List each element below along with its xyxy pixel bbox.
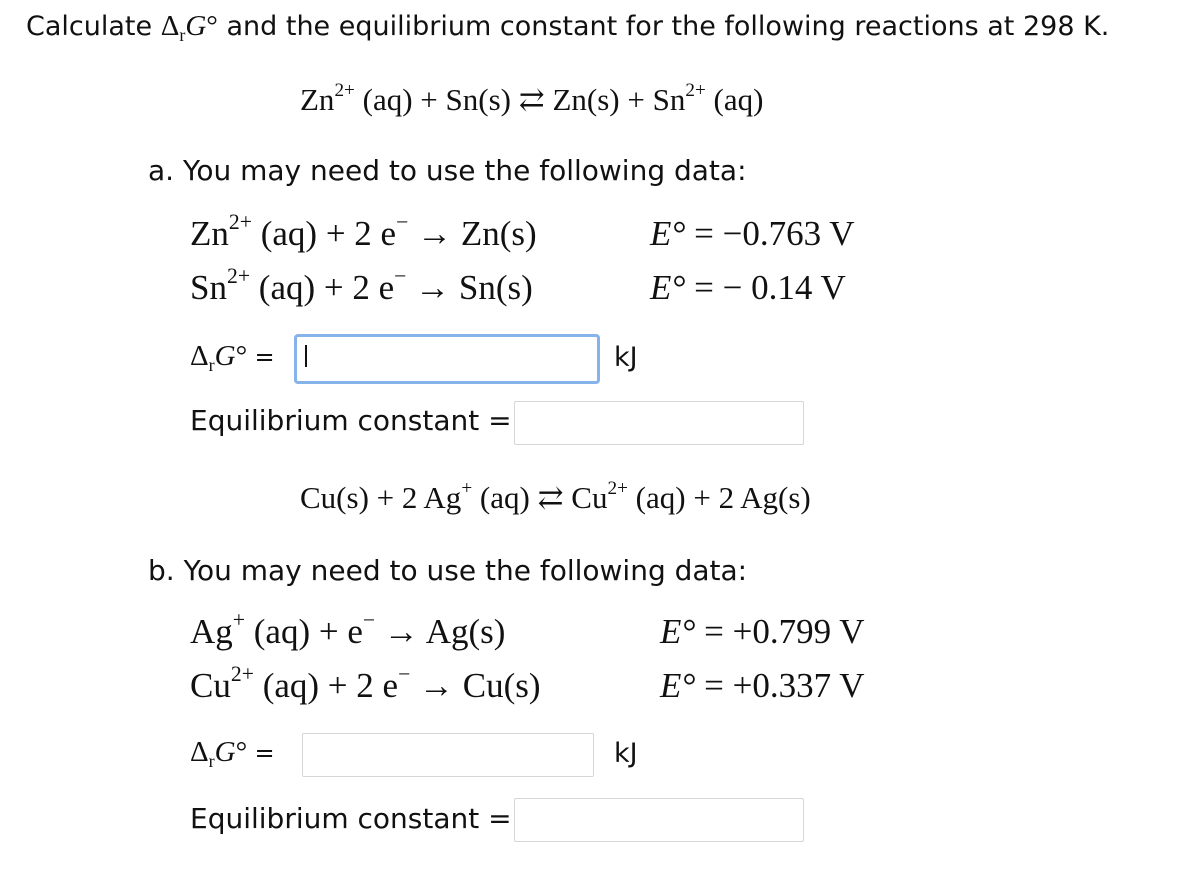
phase: (aq): [635, 480, 686, 515]
k-label-a: Equilibrium constant =: [190, 404, 512, 437]
arrow: →: [415, 268, 451, 307]
product-2: 2 Ag(s): [718, 480, 811, 515]
e-value: = +0.799 V: [704, 612, 865, 651]
reactant-1: Cu(s): [300, 480, 369, 515]
charge: +: [232, 608, 246, 633]
reactant-2: 2 Ag: [401, 480, 462, 515]
electron-charge: −: [362, 608, 376, 633]
phase: (aq): [362, 82, 413, 117]
electron-charge: −: [394, 264, 407, 289]
product: Sn(s): [458, 268, 533, 307]
e-symbol: E°: [660, 612, 696, 651]
half-reaction-b1: [190, 608, 506, 652]
half-reaction-a2: [190, 264, 533, 308]
plus-sign: +: [376, 480, 395, 515]
charge: 2+: [226, 264, 251, 289]
text-caret: [305, 345, 307, 367]
arrow: →: [417, 214, 453, 253]
k-input-a[interactable]: [514, 401, 804, 445]
potential-b2: [660, 666, 865, 706]
product-1: Cu: [571, 480, 608, 515]
product-2: Sn: [652, 82, 686, 117]
charge: 2+: [228, 210, 252, 235]
reactant-2: Sn(s): [445, 82, 511, 117]
charge: 2+: [685, 80, 706, 102]
potential-a1: [650, 214, 855, 254]
e-symbol: E°: [650, 214, 686, 253]
phase: (aq): [479, 480, 530, 515]
charge: 2+: [334, 80, 355, 102]
dg-input-b[interactable]: [302, 733, 594, 777]
lhs: (aq) + e: [253, 612, 363, 651]
e-symbol: E°: [660, 666, 696, 705]
lhs: (aq) + 2 e: [258, 268, 395, 307]
ion: Cu: [190, 666, 231, 705]
half-reaction-b2: [190, 662, 541, 706]
arrow: →: [383, 612, 419, 651]
k-label-b: Equilibrium constant =: [190, 802, 512, 835]
potential-b1: [660, 612, 865, 652]
reaction-b: [300, 480, 811, 516]
reaction-a: [300, 82, 763, 118]
product: Zn(s): [460, 214, 537, 253]
k-input-b[interactable]: [514, 798, 804, 842]
arrow: →: [419, 666, 455, 705]
charge: 2+: [230, 662, 254, 687]
question-prompt: [26, 10, 1110, 46]
part-a-data-label: a. You may need to use the following data:: [148, 154, 747, 187]
ion: Sn: [190, 268, 227, 307]
part-b-data-label: b. You may need to use the following data:: [148, 554, 748, 587]
reactant-1: Zn: [300, 82, 335, 117]
e-symbol: E°: [650, 268, 686, 307]
lhs: (aq) + 2 e: [262, 666, 399, 705]
prompt-text-after: and the equilibrium constant for the following reactions at 298 K.: [217, 11, 1110, 42]
prompt-text-before: Calculate: [26, 11, 161, 42]
phase: (aq): [713, 82, 764, 117]
dg-label-a: $\Delta_rG^\circ$ =: [190, 340, 275, 376]
product-1: Zn(s): [552, 82, 620, 117]
ion: Zn: [190, 214, 229, 253]
equilibrium-arrow: ⇄: [518, 82, 545, 117]
e-value: = − 0.14 V: [694, 268, 846, 307]
half-reaction-a1: [190, 210, 537, 254]
lhs: (aq) + 2 e: [260, 214, 397, 253]
product: Cu(s): [462, 666, 541, 705]
plus-sign: +: [693, 480, 711, 515]
dg-unit-b: kJ: [614, 738, 638, 769]
dg-unit-a: kJ: [614, 342, 638, 373]
equilibrium-arrow: ⇄: [537, 480, 564, 515]
charge: 2+: [607, 478, 628, 500]
e-value: = +0.337 V: [704, 666, 865, 705]
delta-g-symbol: $\Delta_rG^\circ$: [160, 10, 218, 46]
e-value: = −0.763 V: [694, 214, 855, 253]
plus-sign: +: [627, 82, 645, 117]
charge: +: [461, 478, 473, 500]
electron-charge: −: [398, 662, 411, 687]
dg-input-a[interactable]: [294, 334, 600, 384]
ion: Ag: [190, 612, 233, 651]
potential-a2: [650, 268, 846, 308]
product: Ag(s): [425, 612, 506, 651]
plus-sign: +: [420, 82, 438, 117]
electron-charge: −: [396, 210, 409, 235]
dg-label-b: $\Delta_rG^\circ$ =: [190, 736, 275, 772]
